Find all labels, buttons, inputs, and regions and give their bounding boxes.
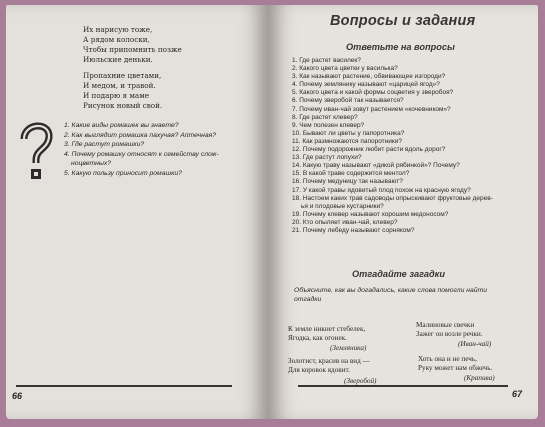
footer-rule	[16, 385, 232, 387]
poem-line: А рядом колоски,	[83, 35, 150, 44]
riddle-line: Золотист, красив на вид —	[288, 357, 370, 365]
poem-line: Рисунок новый свой.	[83, 101, 163, 110]
question-mark-icon	[16, 119, 56, 181]
riddle-line: К земле никнет стебелек,	[288, 325, 366, 333]
question-item: 13. Где растут лопухи?	[292, 154, 362, 162]
poem-line: Их нарисую тоже,	[83, 25, 153, 34]
question-item: 18. Настоем каких трав садоводы опрыскивают фруктовые дерев-	[292, 194, 493, 202]
poem-line: И подарю я маме	[83, 91, 150, 100]
riddle-1	[288, 325, 365, 343]
question-item: 9. Чем полезен клевер?	[292, 121, 365, 129]
riddle-2	[416, 321, 483, 339]
question-item: ноцветных?	[71, 160, 112, 168]
left-page	[6, 5, 268, 419]
question-item: 5. Какую пользу приносит ромашки?	[64, 169, 182, 177]
riddle-line: Руку может нам обжечь.	[418, 364, 493, 372]
poem-line: И медом, и травой.	[83, 81, 156, 90]
question-item: 20. Кто опыляет иван-чай, клевер?	[292, 218, 398, 226]
question-item: 21. Почему лебеду называют сорняком?	[292, 226, 415, 234]
question-item: 17. У какой травы ядовитый плод похож на красную ягоду?	[292, 186, 471, 194]
question-item: 3. Где растут ромашки?	[64, 141, 145, 149]
question-item: 15. В какой траве содержится ментол?	[292, 170, 410, 178]
instruction-line: Объясните, как вы догадались, какие слова помогли найти	[294, 287, 488, 294]
question-item: 16. Почему медуницу так называют?	[292, 178, 403, 186]
question-item: 11. Как размножаются папоротники?	[292, 137, 402, 145]
question-item: 8. Где растет клевер?	[292, 113, 358, 121]
question-item: 2. Какого цвета цветки у василька?	[292, 65, 398, 73]
questions-list	[292, 57, 493, 235]
open-book	[6, 5, 538, 419]
poem-line: Пропахние цветами,	[83, 71, 162, 80]
question-item: 7. Почему иван-чай зовут растением «кочевником»?	[292, 105, 451, 113]
section-subtitle: Ответьте на вопросы	[346, 42, 455, 52]
question-item: 12. Почему подорожник любит расти вдоль дорог?	[292, 146, 446, 154]
riddles-instruction	[294, 286, 487, 305]
left-questions	[64, 121, 219, 179]
riddle-line: Хоть она и не печь,	[418, 355, 477, 363]
riddles-title: Отгадайте загадки	[352, 269, 445, 279]
question-item: 3. Как называют растение, обвивающее изгороди?	[292, 73, 446, 81]
riddle-line: Зажег он возле речки.	[416, 330, 483, 338]
riddle-line: Ягодка, как огонек.	[288, 334, 347, 342]
page-number-left: 66	[12, 391, 23, 401]
poem	[83, 25, 182, 111]
question-item: 10. Бывают ли цветы у папоротника?	[292, 129, 405, 137]
question-item: 19. Почему клевер называют хорошим медоносом?	[292, 210, 449, 218]
riddle-3-answer: (Зверобой)	[344, 377, 377, 385]
footer-rule	[298, 385, 508, 387]
question-item: 1. Какие виды ромашек вы знаете?	[64, 122, 179, 129]
riddle-line: Для коровок ядовит.	[288, 366, 350, 374]
question-item: ья и плодовые кустарники?	[301, 202, 384, 210]
riddle-2-answer: (Иван-чай)	[458, 340, 492, 348]
question-item: 4. Почему землянику называют «царицей ягод»?	[292, 81, 440, 89]
right-page	[268, 5, 538, 419]
question-item: 4. Почему ромашку относят к семейству слож-	[64, 150, 219, 158]
question-item: 5. Какого цвета и какой формы соцветия у зверобоя?	[292, 89, 454, 97]
question-item: 1. Где растет василек?	[292, 57, 361, 64]
question-item: 2. Как выглядит ромашка пахучая? Аптечная?	[64, 131, 217, 139]
question-item: 6. Почему зверобой так называется?	[292, 97, 404, 105]
section-title: Вопросы и задания	[330, 13, 476, 29]
poem-line: Июльские деньки.	[83, 55, 153, 64]
question-item: 14. Какую траву называют «дикой рябинкой»? Почему?	[292, 162, 460, 170]
poem-line: Чтобы припомнить позже	[83, 45, 182, 54]
instruction-line: отгадки	[294, 296, 322, 304]
riddle-3	[288, 357, 370, 375]
riddle-4-answer: (Крапива)	[464, 374, 495, 382]
page-number-right: 67	[512, 389, 523, 399]
riddle-line: Малиновые свечки	[416, 321, 475, 329]
riddle-1-answer: (Земляника)	[330, 344, 367, 352]
riddle-4	[418, 355, 492, 373]
